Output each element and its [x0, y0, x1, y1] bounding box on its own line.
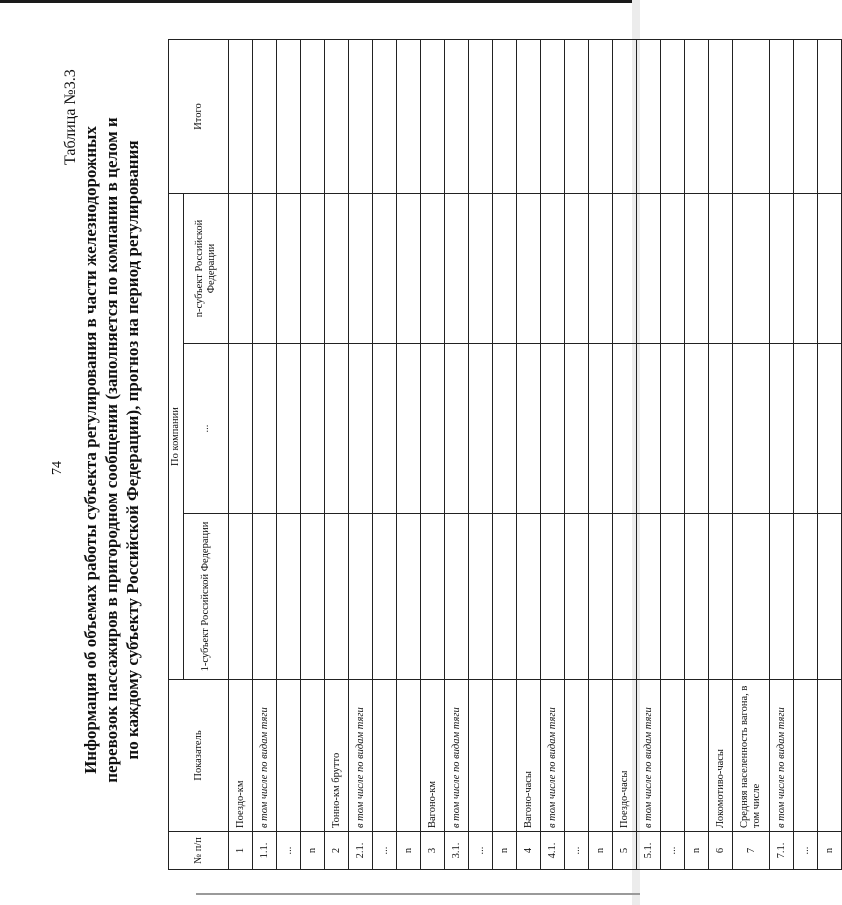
value-cell [818, 514, 842, 680]
value-cell [517, 344, 541, 514]
value-cell [325, 344, 349, 514]
value-cell [709, 344, 733, 514]
value-cell [589, 194, 613, 344]
value-cell [397, 514, 421, 680]
row-label: Вагоно-часы [517, 680, 541, 832]
value-cell [661, 194, 685, 344]
row-label: в том числе по видам тяги [445, 680, 469, 832]
table-row [733, 40, 770, 870]
row-label: в том числе по видам тяги [253, 680, 277, 832]
value-cell [445, 514, 469, 680]
value-cell [589, 344, 613, 514]
value-cell [733, 344, 770, 514]
row-label [661, 680, 685, 832]
row-label [301, 680, 325, 832]
value-cell [565, 344, 589, 514]
row-label: в том числе по видам тяги [637, 680, 661, 832]
row-number: 3 [421, 832, 445, 870]
value-cell [421, 40, 445, 194]
value-cell [325, 514, 349, 680]
value-cell [637, 344, 661, 514]
table-row [818, 40, 842, 870]
value-cell [373, 194, 397, 344]
value-cell [493, 40, 517, 194]
value-cell [770, 40, 794, 194]
value-cell [349, 194, 373, 344]
value-cell [541, 514, 565, 680]
table-row [277, 40, 301, 870]
table-row [794, 40, 818, 870]
value-cell [709, 40, 733, 194]
value-cell [770, 344, 794, 514]
row-number: 5.1. [637, 832, 661, 870]
value-cell [794, 514, 818, 680]
header-ellipsis: ... [184, 344, 229, 514]
value-cell [589, 514, 613, 680]
value-cell [541, 40, 565, 194]
value-cell [517, 194, 541, 344]
value-cell [253, 514, 277, 680]
scan-top-edge [0, 0, 640, 3]
value-cell [397, 194, 421, 344]
table-row [541, 40, 565, 870]
value-cell [253, 194, 277, 344]
value-cell [373, 344, 397, 514]
value-cell [253, 344, 277, 514]
table-row [770, 40, 794, 870]
row-label: в том числе по видам тяги [349, 680, 373, 832]
table-row [517, 40, 541, 870]
value-cell [794, 40, 818, 194]
row-number: 4 [517, 832, 541, 870]
table-row [565, 40, 589, 870]
row-label [373, 680, 397, 832]
value-cell [517, 40, 541, 194]
value-cell [277, 40, 301, 194]
row-label [818, 680, 842, 832]
value-cell [661, 40, 685, 194]
value-cell [277, 194, 301, 344]
value-cell [794, 344, 818, 514]
value-cell [637, 40, 661, 194]
value-cell [733, 514, 770, 680]
row-label: Локомотиво-часы [709, 680, 733, 832]
value-cell [349, 514, 373, 680]
table-row [469, 40, 493, 870]
value-cell [349, 40, 373, 194]
value-cell [301, 40, 325, 194]
value-cell [541, 194, 565, 344]
table-title: Информация об объемах работы субъекта регулирования в части железнодорожных перевозок пассажиров в пригородном сообщении (заполняется по компании в целом и по каждому субъекту Российской Федерации), прогноз на период регулирования [81, 117, 142, 783]
row-number: 2.1. [349, 832, 373, 870]
data-table [168, 39, 842, 870]
value-cell [229, 40, 253, 194]
table-row [661, 40, 685, 870]
scan-bottom-edge [196, 893, 640, 895]
value-cell [565, 514, 589, 680]
row-number: ... [794, 832, 818, 870]
table-label: Таблица №3.3 [62, 69, 79, 165]
table-row [613, 40, 637, 870]
rotated-page [50, 40, 835, 870]
value-cell [445, 344, 469, 514]
value-cell [301, 194, 325, 344]
value-cell [445, 194, 469, 344]
value-cell [661, 514, 685, 680]
table-row [493, 40, 517, 870]
value-cell [301, 514, 325, 680]
row-number: ... [661, 832, 685, 870]
value-cell [469, 514, 493, 680]
value-cell [637, 194, 661, 344]
table-row [301, 40, 325, 870]
value-cell [373, 514, 397, 680]
value-cell [685, 344, 709, 514]
table-row [229, 40, 253, 870]
row-number: 1 [229, 832, 253, 870]
value-cell [613, 344, 637, 514]
value-cell [493, 194, 517, 344]
value-cell [325, 40, 349, 194]
table-row [589, 40, 613, 870]
row-number: ... [277, 832, 301, 870]
row-label: Поездо-часы [613, 680, 637, 832]
value-cell [685, 514, 709, 680]
value-cell [613, 194, 637, 344]
value-cell [397, 344, 421, 514]
page-number: 74 [50, 461, 65, 475]
row-label: Поездо-км [229, 680, 253, 832]
table-row [445, 40, 469, 870]
value-cell [277, 514, 301, 680]
row-number: n [301, 832, 325, 870]
value-cell [818, 194, 842, 344]
value-cell [818, 40, 842, 194]
value-cell [421, 194, 445, 344]
header-first-subject: 1-субъект Российской Федерации [184, 514, 229, 680]
value-cell [685, 40, 709, 194]
header-by-company: По компании [169, 194, 184, 680]
row-number: 2 [325, 832, 349, 870]
row-label [794, 680, 818, 832]
row-label: Тонно-км брутто [325, 680, 349, 832]
value-cell [733, 194, 770, 344]
value-cell [794, 194, 818, 344]
value-cell [517, 514, 541, 680]
value-cell [253, 40, 277, 194]
row-number: 5 [613, 832, 637, 870]
value-cell [493, 344, 517, 514]
row-number: n [397, 832, 421, 870]
row-number: 1.1. [253, 832, 277, 870]
table-row [373, 40, 397, 870]
row-number: ... [469, 832, 493, 870]
header-num: № п/п [169, 832, 229, 870]
value-cell [661, 344, 685, 514]
row-label: Вагоно-км [421, 680, 445, 832]
row-number: 6 [709, 832, 733, 870]
row-number: 4.1. [541, 832, 565, 870]
value-cell [469, 194, 493, 344]
row-number: 7.1. [770, 832, 794, 870]
row-number: n [589, 832, 613, 870]
value-cell [565, 194, 589, 344]
value-cell [541, 344, 565, 514]
table-row [253, 40, 277, 870]
value-cell [349, 344, 373, 514]
value-cell [325, 194, 349, 344]
row-number: 7 [733, 832, 770, 870]
value-cell [589, 40, 613, 194]
value-cell [229, 194, 253, 344]
value-cell [277, 344, 301, 514]
value-cell [685, 194, 709, 344]
row-number: ... [373, 832, 397, 870]
value-cell [469, 40, 493, 194]
value-cell [421, 514, 445, 680]
row-label [565, 680, 589, 832]
table-row [637, 40, 661, 870]
value-cell [733, 40, 770, 194]
header-nth-subject: n-субъект Российской Федерации [184, 194, 229, 344]
value-cell [373, 40, 397, 194]
value-cell [818, 344, 842, 514]
table-row [421, 40, 445, 870]
table-row [397, 40, 421, 870]
value-cell [229, 344, 253, 514]
row-number: n [818, 832, 842, 870]
row-number: n [685, 832, 709, 870]
value-cell [770, 514, 794, 680]
row-label [493, 680, 517, 832]
value-cell [493, 514, 517, 680]
value-cell [565, 40, 589, 194]
value-cell [637, 514, 661, 680]
value-cell [613, 514, 637, 680]
row-number: ... [565, 832, 589, 870]
header-row [169, 40, 184, 870]
row-label: Средняя населенность вагона, в том числе [733, 680, 770, 832]
row-number: n [493, 832, 517, 870]
value-cell [613, 40, 637, 194]
row-label [685, 680, 709, 832]
row-label: в том числе по видам тяги [541, 680, 565, 832]
value-cell [770, 194, 794, 344]
table-row [709, 40, 733, 870]
value-cell [421, 344, 445, 514]
row-label: в том числе по видам тяги [770, 680, 794, 832]
value-cell [709, 194, 733, 344]
table-row [685, 40, 709, 870]
header-total: Итого [169, 40, 229, 194]
row-number: 3.1. [445, 832, 469, 870]
value-cell [301, 344, 325, 514]
table-row [325, 40, 349, 870]
value-cell [397, 40, 421, 194]
value-cell [709, 514, 733, 680]
value-cell [469, 344, 493, 514]
row-label [397, 680, 421, 832]
row-label [277, 680, 301, 832]
value-cell [229, 514, 253, 680]
value-cell [445, 40, 469, 194]
table-row [349, 40, 373, 870]
header-indicator: Показатель [169, 680, 229, 832]
row-label [469, 680, 493, 832]
row-label [589, 680, 613, 832]
